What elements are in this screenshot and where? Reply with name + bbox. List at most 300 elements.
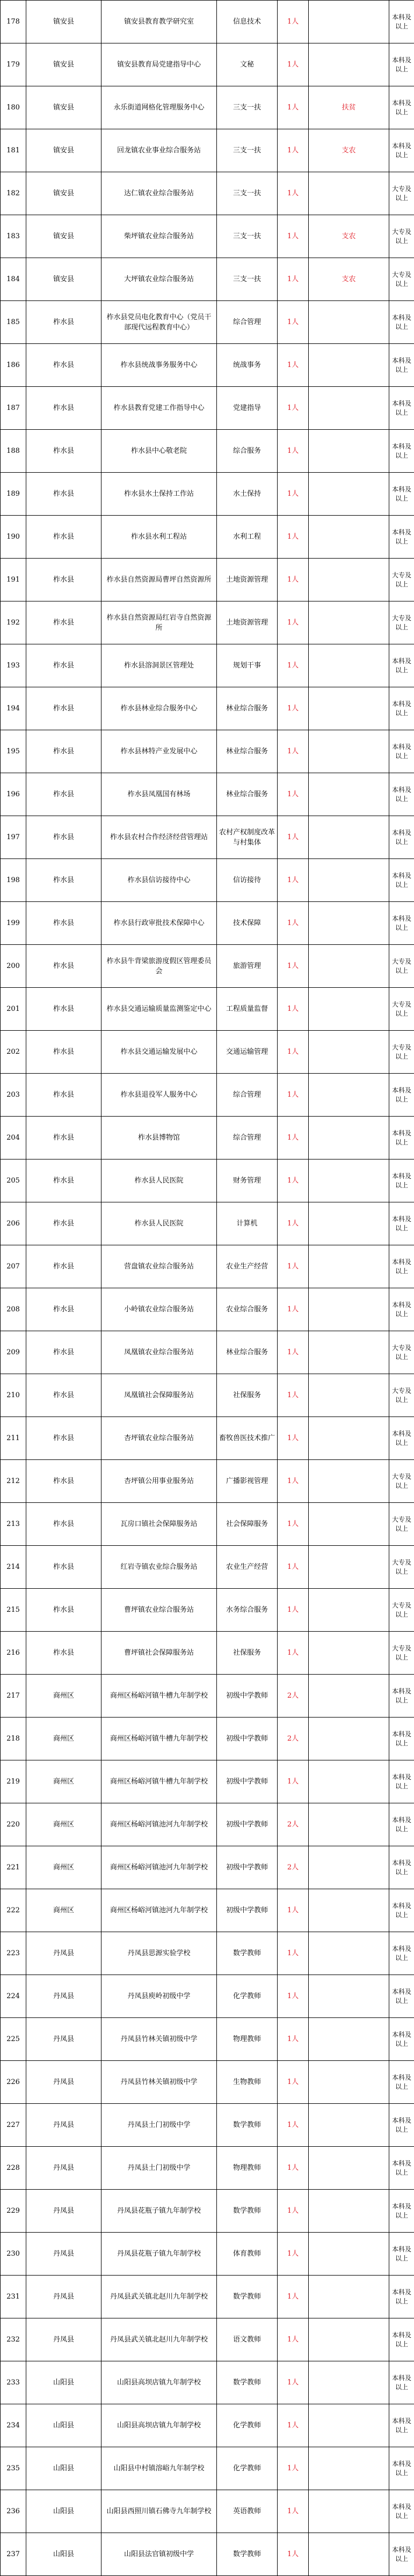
row-number-cell: 202: [1, 1031, 26, 1074]
education-cell: 大专及以上: [389, 258, 414, 301]
county-cell: 柞水县: [26, 301, 101, 344]
unit-name-cell: 山阳县高坝店镇九年制学校: [101, 2404, 217, 2447]
table-row: [1, 902, 414, 945]
county-cell: 山阳县: [26, 2404, 101, 2447]
post-name-cell: 初级中学教师: [217, 1718, 278, 1760]
post-name-cell: 数学教师: [217, 2276, 278, 2318]
hire-count-cell: 1人: [278, 1159, 309, 1202]
county-cell: 柞水县: [26, 1074, 101, 1117]
post-note-cell: [309, 945, 389, 988]
hire-count-cell: 1人: [278, 473, 309, 516]
table-row: [1, 172, 414, 215]
table-row: [1, 301, 414, 344]
county-cell: 镇安县: [26, 129, 101, 172]
row-number-cell: 187: [1, 387, 26, 430]
county-cell: 柞水县: [26, 1245, 101, 1288]
county-cell: 山阳县: [26, 2361, 101, 2404]
education-cell: 本科及以上: [389, 902, 414, 945]
hire-count-cell: 1人: [278, 1245, 309, 1288]
post-note-cell: [309, 430, 389, 473]
education-cell: 本科及以上: [389, 1074, 414, 1117]
hire-count-cell: 1人: [278, 2318, 309, 2361]
hire-count-cell: 1人: [278, 129, 309, 172]
post-note-cell: [309, 387, 389, 430]
hire-count-cell: 1人: [278, 2147, 309, 2190]
row-number-cell: 181: [1, 129, 26, 172]
county-cell: 柞水县: [26, 1159, 101, 1202]
education-cell: 本科及以上: [389, 1288, 414, 1331]
post-name-cell: 数学教师: [217, 2104, 278, 2147]
table-row: [1, 2190, 414, 2233]
row-number-cell: 186: [1, 344, 26, 387]
education-cell: 本科及以上: [389, 516, 414, 559]
post-name-cell: 旅游管理: [217, 945, 278, 988]
education-cell: 本科及以上: [389, 1417, 414, 1460]
unit-name-cell: 柞水县凤凰国有林场: [101, 773, 217, 816]
post-name-cell: 初级中学教师: [217, 1803, 278, 1846]
table-row: [1, 1288, 414, 1331]
education-cell: 本科及以上: [389, 2318, 414, 2361]
post-name-cell: 三支一扶: [217, 258, 278, 301]
unit-name-cell: 镇安县教育局党建指导中心: [101, 43, 217, 86]
row-number-cell: 179: [1, 43, 26, 86]
county-cell: 柞水县: [26, 902, 101, 945]
post-name-cell: 统战事务: [217, 344, 278, 387]
education-cell: 本科及以上: [389, 1117, 414, 1159]
post-name-cell: 化学教师: [217, 2404, 278, 2447]
post-note-cell: [309, 2447, 389, 2490]
post-name-cell: 广播影视管理: [217, 1460, 278, 1503]
hire-count-cell: 1人: [278, 1760, 309, 1803]
table-row: [1, 2233, 414, 2276]
county-cell: 柞水县: [26, 1632, 101, 1675]
hire-count-cell: 1人: [278, 258, 309, 301]
hire-count-cell: 1人: [278, 2018, 309, 2061]
table-row: [1, 644, 414, 687]
education-cell: 本科及以上: [389, 43, 414, 86]
row-number-cell: 197: [1, 816, 26, 859]
table-row: [1, 1718, 414, 1760]
post-note-cell: [309, 1374, 389, 1417]
post-name-cell: 化学教师: [217, 2447, 278, 2490]
hire-count-cell: 1人: [278, 2104, 309, 2147]
post-note-cell: [309, 687, 389, 730]
table-row: [1, 945, 414, 988]
education-cell: 大专及以上: [389, 1374, 414, 1417]
hire-count-cell: 1人: [278, 687, 309, 730]
table-row: [1, 2318, 414, 2361]
post-note-cell: [309, 2490, 389, 2533]
row-number-cell: 198: [1, 859, 26, 902]
education-cell: 本科及以上: [389, 301, 414, 344]
hire-count-cell: 1人: [278, 430, 309, 473]
education-cell: 本科及以上: [389, 1159, 414, 1202]
post-name-cell: 技术保障: [217, 902, 278, 945]
county-cell: 山阳县: [26, 2447, 101, 2490]
post-name-cell: 物理教师: [217, 2018, 278, 2061]
post-note-cell: [309, 559, 389, 601]
post-name-cell: 交通运输管理: [217, 1031, 278, 1074]
unit-name-cell: 柞水县农村合作经济经营管理站: [101, 816, 217, 859]
post-name-cell: 土地资源管理: [217, 559, 278, 601]
county-cell: 柞水县: [26, 1331, 101, 1374]
unit-name-cell: 柞水县行政审批技术保障中心: [101, 902, 217, 945]
unit-name-cell: 柞水县林特产业发展中心: [101, 730, 217, 773]
post-note-cell: [309, 1202, 389, 1245]
table-row: [1, 1417, 414, 1460]
education-cell: 大专及以上: [389, 559, 414, 601]
post-note-cell: [309, 1031, 389, 1074]
post-name-cell: 农业生产经营: [217, 1546, 278, 1589]
post-name-cell: 林业综合服务: [217, 1331, 278, 1374]
education-cell: 本科及以上: [389, 129, 414, 172]
post-name-cell: 生物教师: [217, 2061, 278, 2104]
education-cell: 本科及以上: [389, 2533, 414, 2576]
hire-count-cell: 1人: [278, 2447, 309, 2490]
post-note-cell: [309, 172, 389, 215]
table-row: [1, 1117, 414, 1159]
county-cell: 丹凤县: [26, 2233, 101, 2276]
county-cell: 柞水县: [26, 773, 101, 816]
post-note-cell: [309, 1159, 389, 1202]
hire-count-cell: 1人: [278, 1202, 309, 1245]
county-cell: 丹凤县: [26, 2318, 101, 2361]
post-note-cell: [309, 816, 389, 859]
county-cell: 柞水县: [26, 1546, 101, 1589]
post-note-cell: [309, 644, 389, 687]
post-name-cell: 初级中学教师: [217, 1760, 278, 1803]
post-note-cell: [309, 1288, 389, 1331]
education-cell: 本科及以上: [389, 2147, 414, 2190]
unit-name-cell: 柞水县自然资源局红岩寺自然资源所: [101, 601, 217, 644]
hire-count-cell: 1人: [278, 2061, 309, 2104]
education-cell: 本科及以上: [389, 816, 414, 859]
education-cell: 本科及以上: [389, 473, 414, 516]
education-cell: 大专及以上: [389, 1546, 414, 1589]
post-name-cell: 畜牧兽医技术推广: [217, 1417, 278, 1460]
post-note-cell: [309, 43, 389, 86]
county-cell: 柞水县: [26, 473, 101, 516]
post-name-cell: 数学教师: [217, 1932, 278, 1975]
unit-name-cell: 柞水县人民医院: [101, 1202, 217, 1245]
post-note-cell: [309, 2404, 389, 2447]
education-cell: 本科及以上: [389, 2447, 414, 2490]
post-name-cell: 初级中学教师: [217, 1675, 278, 1718]
education-cell: 本科及以上: [389, 1932, 414, 1975]
hire-count-cell: 1人: [278, 86, 309, 129]
county-cell: 商州区: [26, 1889, 101, 1932]
education-cell: 本科及以上: [389, 86, 414, 129]
row-number-cell: 201: [1, 988, 26, 1031]
county-cell: 柞水县: [26, 1202, 101, 1245]
education-cell: 大专及以上: [389, 1031, 414, 1074]
row-number-cell: 194: [1, 687, 26, 730]
hire-count-cell: 2人: [278, 1846, 309, 1889]
education-cell: 本科及以上: [389, 1202, 414, 1245]
unit-name-cell: 红岩寺镇农业综合服务站: [101, 1546, 217, 1589]
hire-count-cell: 2人: [278, 1803, 309, 1846]
county-cell: 柞水县: [26, 730, 101, 773]
row-number-cell: 206: [1, 1202, 26, 1245]
row-number-cell: 214: [1, 1546, 26, 1589]
table-row: [1, 2490, 414, 2533]
row-number-cell: 180: [1, 86, 26, 129]
unit-name-cell: 柞水县信访接待中心: [101, 859, 217, 902]
row-number-cell: 235: [1, 2447, 26, 2490]
post-note-cell: [309, 1460, 389, 1503]
post-note-cell: [309, 344, 389, 387]
education-cell: 本科及以上: [389, 1, 414, 43]
table-row: [1, 2404, 414, 2447]
county-cell: 柞水县: [26, 516, 101, 559]
post-name-cell: 综合管理: [217, 301, 278, 344]
education-cell: 本科及以上: [389, 1889, 414, 1932]
unit-name-cell: 商州区杨峪河镇池河九年制学校: [101, 1889, 217, 1932]
post-note-cell: [309, 1803, 389, 1846]
unit-name-cell: 丹凤县庾岭初级中学: [101, 1975, 217, 2018]
table-row: [1, 1374, 414, 1417]
row-number-cell: 217: [1, 1675, 26, 1718]
post-note-cell: [309, 1417, 389, 1460]
unit-name-cell: 丹凤县武关镇北赵川九年制学校: [101, 2276, 217, 2318]
table-row: [1, 1245, 414, 1288]
table-row: [1, 1760, 414, 1803]
table-row: [1, 859, 414, 902]
table-row: [1, 215, 414, 258]
row-number-cell: 204: [1, 1117, 26, 1159]
row-number-cell: 190: [1, 516, 26, 559]
hire-count-cell: 1人: [278, 1, 309, 43]
hire-count-cell: 1人: [278, 2404, 309, 2447]
unit-name-cell: 丹凤县花瓶子镇九年制学校: [101, 2233, 217, 2276]
hire-count-cell: 1人: [278, 644, 309, 687]
row-number-cell: 213: [1, 1503, 26, 1546]
row-number-cell: 232: [1, 2318, 26, 2361]
education-cell: 本科及以上: [389, 387, 414, 430]
hire-count-cell: 1人: [278, 344, 309, 387]
education-cell: 本科及以上: [389, 430, 414, 473]
post-note-cell: [309, 2233, 389, 2276]
county-cell: 柞水县: [26, 1374, 101, 1417]
row-number-cell: 228: [1, 2147, 26, 2190]
table-row: [1, 1202, 414, 1245]
hire-count-cell: 1人: [278, 301, 309, 344]
hire-count-cell: 1人: [278, 859, 309, 902]
post-note-cell: [309, 1503, 389, 1546]
post-name-cell: 社会保障服务: [217, 1503, 278, 1546]
hire-count-cell: 1人: [278, 172, 309, 215]
post-note-cell: [309, 1546, 389, 1589]
unit-name-cell: 柞水县党员电化教育中心（党员干部现代远程教育中心）: [101, 301, 217, 344]
unit-name-cell: 柞水县牛背梁旅游度假区管理委员会: [101, 945, 217, 988]
post-name-cell: 信息技术: [217, 1, 278, 43]
unit-name-cell: 杏坪镇农业综合服务站: [101, 1417, 217, 1460]
table-row: [1, 1159, 414, 1202]
county-cell: 镇安县: [26, 43, 101, 86]
table-row: [1, 344, 414, 387]
hire-count-cell: 1人: [278, 1503, 309, 1546]
unit-name-cell: 丹凤县武关镇北赵川九年制学校: [101, 2318, 217, 2361]
post-note-cell: [309, 1760, 389, 1803]
post-note-cell: [309, 1975, 389, 2018]
table-row: [1, 430, 414, 473]
unit-name-cell: 山阳县法官镇初级中学: [101, 2533, 217, 2576]
post-note-cell: [309, 988, 389, 1031]
hire-count-cell: 1人: [278, 945, 309, 988]
hire-count-cell: 1人: [278, 215, 309, 258]
hire-count-cell: 1人: [278, 516, 309, 559]
table-row: [1, 387, 414, 430]
table-row: [1, 1546, 414, 1589]
education-cell: 本科及以上: [389, 2061, 414, 2104]
county-cell: 柞水县: [26, 601, 101, 644]
county-cell: 商州区: [26, 1846, 101, 1889]
row-number-cell: 227: [1, 2104, 26, 2147]
row-number-cell: 200: [1, 945, 26, 988]
post-note-cell: [309, 859, 389, 902]
table-row: [1, 2276, 414, 2318]
row-number-cell: 224: [1, 1975, 26, 2018]
post-note-cell: [309, 773, 389, 816]
row-number-cell: 182: [1, 172, 26, 215]
post-name-cell: 三支一扶: [217, 129, 278, 172]
post-note-cell: [309, 1589, 389, 1632]
hire-count-cell: 1人: [278, 816, 309, 859]
post-name-cell: 农业生产经营: [217, 1245, 278, 1288]
county-cell: 丹凤县: [26, 2018, 101, 2061]
education-cell: 本科及以上: [389, 1675, 414, 1718]
unit-name-cell: 丹凤县土门初级中学: [101, 2104, 217, 2147]
post-note-cell: [309, 902, 389, 945]
unit-name-cell: 曹坪镇农业综合服务站: [101, 1589, 217, 1632]
post-name-cell: 社保服务: [217, 1632, 278, 1675]
row-number-cell: 210: [1, 1374, 26, 1417]
county-cell: 丹凤县: [26, 2276, 101, 2318]
hire-count-cell: 1人: [278, 902, 309, 945]
unit-name-cell: 柞水县博物馆: [101, 1117, 217, 1159]
post-note-cell: [309, 2061, 389, 2104]
table-row: [1, 43, 414, 86]
hire-count-cell: 1人: [278, 1975, 309, 2018]
county-cell: 柞水县: [26, 1288, 101, 1331]
education-cell: 大专及以上: [389, 945, 414, 988]
education-cell: 本科及以上: [389, 2233, 414, 2276]
row-number-cell: 237: [1, 2533, 26, 2576]
table-row: [1, 988, 414, 1031]
education-cell: 大专及以上: [389, 1460, 414, 1503]
row-number-cell: 218: [1, 1718, 26, 1760]
education-cell: 大专及以上: [389, 215, 414, 258]
table-row: [1, 2018, 414, 2061]
post-note-cell: [309, 516, 389, 559]
row-number-cell: 226: [1, 2061, 26, 2104]
hire-count-cell: 1人: [278, 387, 309, 430]
hire-count-cell: 2人: [278, 1675, 309, 1718]
row-number-cell: 196: [1, 773, 26, 816]
table-row: [1, 1889, 414, 1932]
education-cell: 大专及以上: [389, 601, 414, 644]
hire-count-cell: 1人: [278, 730, 309, 773]
post-note-cell: 支农: [309, 258, 389, 301]
county-cell: 柞水县: [26, 644, 101, 687]
post-name-cell: 综合服务: [217, 430, 278, 473]
hire-count-cell: 1人: [278, 2533, 309, 2576]
education-cell: 本科及以上: [389, 2361, 414, 2404]
unit-name-cell: 丹凤县竹林关镇初级中学: [101, 2061, 217, 2104]
row-number-cell: 215: [1, 1589, 26, 1632]
county-cell: 镇安县: [26, 172, 101, 215]
row-number-cell: 178: [1, 1, 26, 43]
hire-count-cell: 1人: [278, 1031, 309, 1074]
row-number-cell: 219: [1, 1760, 26, 1803]
education-cell: 大专及以上: [389, 1589, 414, 1632]
row-number-cell: 209: [1, 1331, 26, 1374]
post-name-cell: 初级中学教师: [217, 1889, 278, 1932]
county-cell: 丹凤县: [26, 1975, 101, 2018]
unit-name-cell: 柞水县水土保持工作站: [101, 473, 217, 516]
education-cell: 本科及以上: [389, 1760, 414, 1803]
post-note-cell: [309, 1632, 389, 1675]
unit-name-cell: 山阳县西照川镇石佛寺九年制学校: [101, 2490, 217, 2533]
hire-count-cell: 1人: [278, 1632, 309, 1675]
county-cell: 柞水县: [26, 1503, 101, 1546]
table-row: [1, 1803, 414, 1846]
county-cell: 柞水县: [26, 1460, 101, 1503]
unit-name-cell: 商州区杨峪河镇池河九年制学校: [101, 1803, 217, 1846]
county-cell: 柞水县: [26, 988, 101, 1031]
unit-name-cell: 永乐街道网格化管理服务中心: [101, 86, 217, 129]
row-number-cell: 229: [1, 2190, 26, 2233]
education-cell: 大专及以上: [389, 1331, 414, 1374]
post-note-cell: [309, 1331, 389, 1374]
hire-count-cell: 1人: [278, 988, 309, 1031]
row-number-cell: 205: [1, 1159, 26, 1202]
county-cell: 山阳县: [26, 2490, 101, 2533]
post-note-cell: [309, 1, 389, 43]
hire-count-cell: 1人: [278, 601, 309, 644]
row-number-cell: 222: [1, 1889, 26, 1932]
row-number-cell: 223: [1, 1932, 26, 1975]
post-name-cell: 数学教师: [217, 2533, 278, 2576]
hire-count-cell: 1人: [278, 1546, 309, 1589]
unit-name-cell: 柞水县交通运输质量监测鉴定中心: [101, 988, 217, 1031]
row-number-cell: 184: [1, 258, 26, 301]
unit-name-cell: 凤凰镇农业综合服务站: [101, 1331, 217, 1374]
table-row: [1, 516, 414, 559]
education-cell: 本科及以上: [389, 687, 414, 730]
hire-count-cell: 1人: [278, 1117, 309, 1159]
unit-name-cell: 回龙镇农业事业综合服务站: [101, 129, 217, 172]
row-number-cell: 195: [1, 730, 26, 773]
education-cell: 本科及以上: [389, 2104, 414, 2147]
post-name-cell: 土地资源管理: [217, 601, 278, 644]
unit-name-cell: 丹凤县思源实验学校: [101, 1932, 217, 1975]
education-cell: 大专及以上: [389, 172, 414, 215]
unit-name-cell: 山阳县高坝店镇九年制学校: [101, 2361, 217, 2404]
post-name-cell: 语文教师: [217, 2318, 278, 2361]
post-note-cell: [309, 2533, 389, 2576]
unit-name-cell: 达仁镇农业综合服务站: [101, 172, 217, 215]
table-row: [1, 1932, 414, 1975]
row-number-cell: 233: [1, 2361, 26, 2404]
hire-count-cell: 1人: [278, 2190, 309, 2233]
hire-count-cell: 1人: [278, 2490, 309, 2533]
post-name-cell: 数学教师: [217, 2361, 278, 2404]
unit-name-cell: 柞水县统战事务服务中心: [101, 344, 217, 387]
education-cell: 本科及以上: [389, 344, 414, 387]
education-cell: 本科及以上: [389, 2190, 414, 2233]
county-cell: 丹凤县: [26, 1932, 101, 1975]
